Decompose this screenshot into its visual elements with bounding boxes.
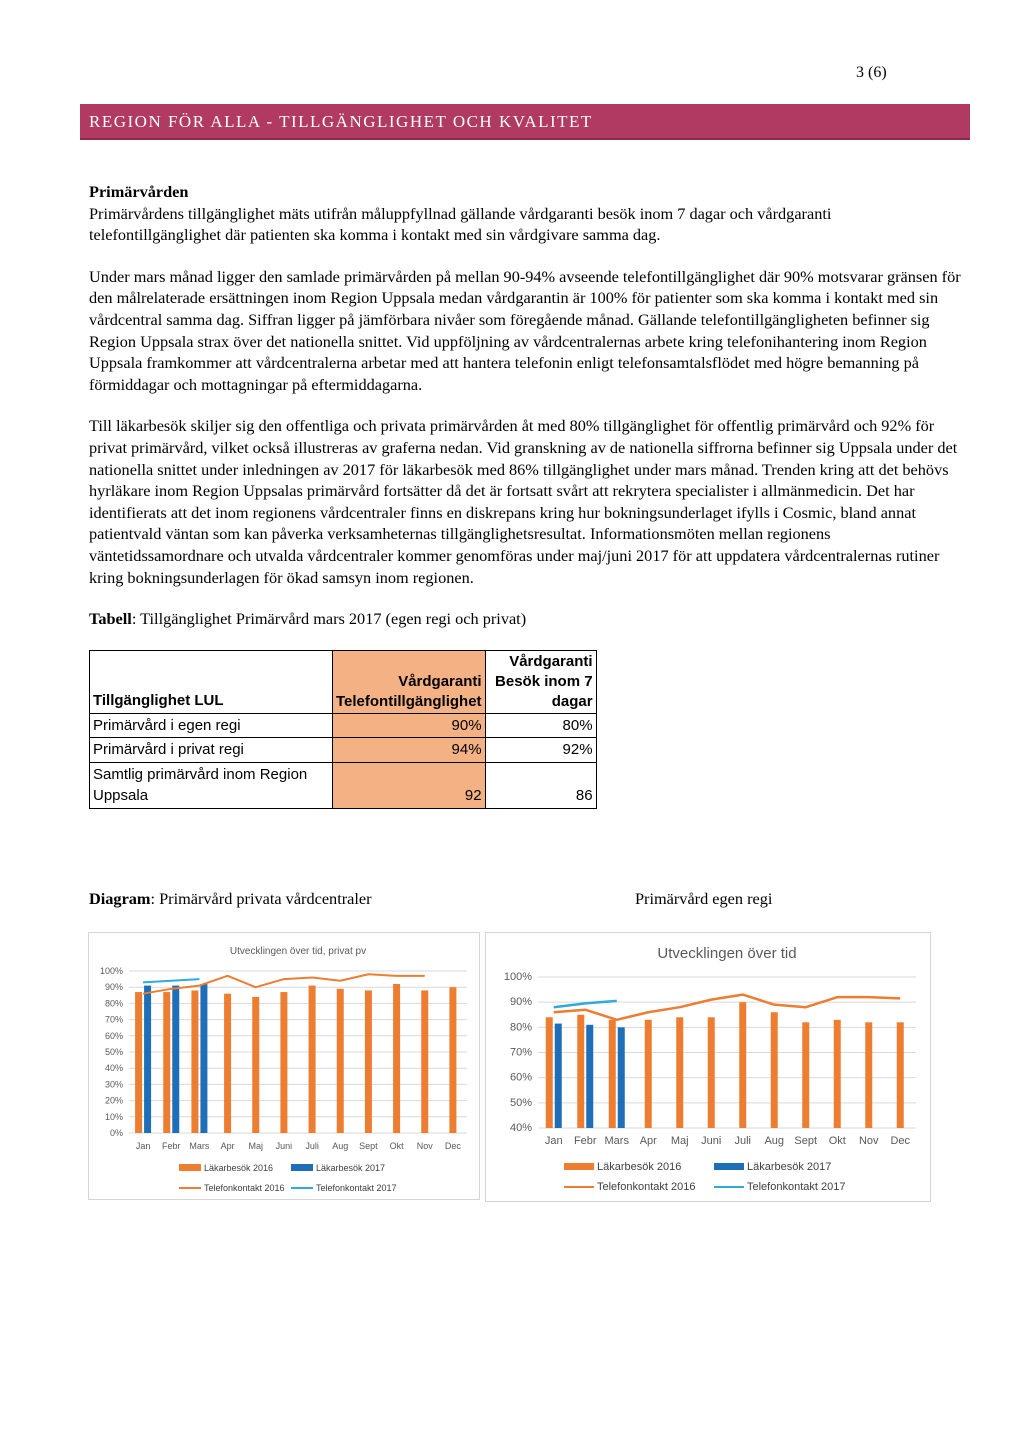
- row-tel-value: 92: [333, 762, 486, 808]
- y-tick-label: 70%: [104, 1014, 123, 1025]
- bar-lakarbesok-2016: [252, 997, 259, 1133]
- diagram-caption-text: : Primärvård privata vårdcentraler: [150, 889, 372, 908]
- legend-swatch: [714, 1163, 744, 1170]
- bar-lakarbesok-2016: [865, 1022, 872, 1128]
- table-caption-text: : Tillgänglighet Primärvård mars 2017 (egen regi och privat): [131, 609, 527, 629]
- y-tick-label: 10%: [104, 1111, 123, 1122]
- y-tick-label: 30%: [104, 1079, 123, 1090]
- section-banner: REGION FÖR ALLA - TILLGÄNGLIGHET OCH KVALITET: [80, 104, 970, 140]
- y-tick-label: 90%: [509, 996, 532, 1009]
- bar-lakarbesok-2016: [739, 1002, 746, 1128]
- x-tick-label: Nov: [416, 1141, 433, 1151]
- y-tick-label: 60%: [509, 1071, 532, 1084]
- section-heading: Primärvården: [89, 182, 189, 201]
- bar-lakarbesok-2016: [645, 1020, 652, 1128]
- legend-swatch: [291, 1164, 313, 1171]
- y-tick-label: 70%: [509, 1046, 532, 1059]
- y-tick-label: 60%: [104, 1030, 123, 1041]
- header-cell-telephone: Vårdgaranti Telefontillgänglighet: [333, 650, 486, 713]
- bar-lakarbesok-2016: [577, 1015, 584, 1128]
- bar-lakarbesok-2016: [708, 1017, 715, 1128]
- line-telefonkontakt-2016: [143, 974, 425, 993]
- y-tick-label: 40%: [104, 1063, 123, 1074]
- bar-lakarbesok-2017: [172, 986, 179, 1133]
- table-header-row: [90, 650, 597, 713]
- x-tick-label: Aug: [332, 1141, 349, 1151]
- row-visit-value: 86: [485, 762, 596, 808]
- header-cell-visit: Vårdgaranti Besök inom 7 dagar: [485, 650, 596, 713]
- row-visit-value: 80%: [485, 713, 596, 738]
- x-tick-label: Nov: [858, 1135, 879, 1147]
- x-tick-label: Febr: [161, 1141, 181, 1151]
- x-tick-label: Juli: [305, 1141, 319, 1151]
- x-tick-label: Dec: [890, 1135, 911, 1147]
- legend-label: Telefonkontakt 2017: [316, 1183, 397, 1193]
- x-tick-label: Jan: [135, 1141, 151, 1151]
- chart-own-svg: [486, 933, 930, 1201]
- bar-lakarbesok-2016: [771, 1012, 778, 1128]
- bar-lakarbesok-2017: [586, 1025, 593, 1128]
- legend-label: Läkarbesök 2017: [316, 1163, 386, 1173]
- table-caption: [89, 608, 961, 630]
- bar-lakarbesok-2016: [546, 1017, 553, 1128]
- bar-lakarbesok-2017: [555, 1024, 562, 1128]
- line-telefonkontakt-2016: [554, 995, 901, 1020]
- page-number: 3 (6): [856, 64, 887, 81]
- chart-own: [485, 932, 931, 1202]
- chart-title: Utvecklingen över tid, privat pv: [229, 946, 367, 957]
- x-tick-label: Febr: [573, 1135, 597, 1147]
- diagram-caption-left: [89, 889, 372, 908]
- table-row: [90, 738, 597, 763]
- bar-lakarbesok-2016: [191, 990, 198, 1133]
- y-tick-label: 50%: [509, 1096, 532, 1109]
- legend-label: Läkarbesök 2017: [747, 1161, 832, 1173]
- y-tick-label: 40%: [509, 1122, 532, 1134]
- x-tick-label: Mars: [604, 1135, 629, 1147]
- x-tick-label: Maj: [248, 1141, 264, 1151]
- x-tick-label: Apr: [220, 1141, 235, 1151]
- bar-lakarbesok-2016: [224, 994, 231, 1133]
- chart-title: Utvecklingen över tid: [657, 945, 797, 962]
- bar-lakarbesok-2017: [200, 984, 207, 1133]
- bar-lakarbesok-2017: [618, 1027, 625, 1128]
- chart-private: [88, 932, 480, 1200]
- paragraph-3: Till läkarbesök skiljer sig den offentliga och privata primärvården åt med 80% tillgänglighet för offentlig primärvård och 92% för privat primärvård, vilket också illustreras av graferna nedan. Vid granskning av de nationella siffrorna befinner sig Uppsala under det nationella snittet under inledningen av 2017 för läkarbesök med 86% tillgänglighet under mars månad. Trenden kring att det behövs hyrläkare inom Region Uppsalas primärvård fortsätter då det är fortsatt svårt att rekrytera specialister i allmänmedicin. Det har identifierats att det inom regionens vårdcentraler finns en diskrepans kring hur bokningsunderlaget ifylls i Cosmic, bland annat patientvald väntan som kan påverka verksamheternas tillgänglighetsresultat. Informationsmöten mellan regionens väntetidssamordnare och utvalda vårdcentraler kommer genomföras under maj/juni 2017 för att uppdatera vårdcentralernas rutiner kring bokningsunderlagen för ökad samsyn inom regionen.: [89, 416, 958, 587]
- bar-lakarbesok-2016: [676, 1017, 683, 1128]
- legend-swatch: [179, 1164, 201, 1171]
- legend-swatch: [564, 1163, 594, 1170]
- bar-lakarbesok-2016: [897, 1022, 904, 1128]
- bar-lakarbesok-2016: [834, 1020, 841, 1128]
- bar-lakarbesok-2016: [135, 992, 142, 1133]
- document-body: [89, 181, 961, 809]
- row-tel-value: 90%: [333, 713, 486, 738]
- bar-lakarbesok-2016: [421, 990, 428, 1133]
- x-tick-label: Sept: [359, 1141, 378, 1151]
- row-tel-value: 94%: [333, 738, 486, 763]
- chart-private-svg: [89, 933, 479, 1199]
- table-row: [90, 762, 597, 808]
- row-label: Samtlig primärvård inom Region Uppsala: [90, 762, 333, 808]
- x-tick-label: Aug: [764, 1135, 785, 1147]
- row-label: Primärvård i privat regi: [90, 738, 333, 763]
- x-tick-label: Juni: [275, 1141, 293, 1151]
- diagram-caption-right: Primärvård egen regi: [635, 889, 773, 908]
- x-tick-label: Maj: [670, 1135, 689, 1147]
- bar-lakarbesok-2016: [393, 984, 400, 1133]
- bar-lakarbesok-2017: [144, 986, 151, 1133]
- table-caption-label: Tabell: [89, 609, 132, 629]
- availability-table: [89, 650, 597, 809]
- bar-lakarbesok-2016: [337, 989, 344, 1133]
- y-tick-label: 80%: [509, 1021, 532, 1034]
- y-tick-label: 100%: [99, 966, 123, 976]
- bar-lakarbesok-2016: [609, 1020, 616, 1128]
- x-tick-label: Juni: [701, 1135, 722, 1147]
- line-telefonkontakt-2017: [143, 979, 199, 982]
- paragraph-1: Primärvårdens tillgänglighet mäts utifrån måluppfyllnad gällande vårdgaranti besök inom 7 dagar och vårdgaranti telefontillgänglighet där patienten ska komma i kontakt med sin vårdgivare samma dag.: [89, 203, 832, 245]
- bar-lakarbesok-2016: [449, 987, 456, 1133]
- row-visit-value: 92%: [485, 738, 596, 763]
- legend-label: Telefonkontakt 2016: [597, 1181, 696, 1193]
- diagram-caption-label: Diagram: [89, 889, 151, 908]
- row-label: Primärvård i egen regi: [90, 713, 333, 738]
- x-tick-label: Dec: [444, 1141, 461, 1151]
- table-row: [90, 713, 597, 738]
- x-tick-label: Sept: [794, 1135, 818, 1147]
- y-tick-label: 20%: [104, 1095, 123, 1106]
- diagram-captions: [89, 889, 961, 909]
- x-tick-label: Juli: [734, 1135, 752, 1147]
- y-tick-label: 50%: [104, 1047, 123, 1057]
- x-tick-label: Okt: [828, 1135, 846, 1147]
- legend-label: Läkarbesök 2016: [204, 1163, 274, 1173]
- bar-lakarbesok-2016: [280, 992, 287, 1133]
- y-tick-label: 80%: [104, 998, 123, 1009]
- bar-lakarbesok-2016: [309, 986, 316, 1133]
- legend-label: Läkarbesök 2016: [597, 1161, 682, 1173]
- header-cell-lul: Tillgänglighet LUL: [90, 650, 333, 713]
- x-tick-label: Mars: [189, 1141, 210, 1151]
- bar-lakarbesok-2016: [365, 990, 372, 1133]
- x-tick-label: Jan: [544, 1135, 563, 1147]
- y-tick-label: 90%: [104, 982, 123, 993]
- bar-lakarbesok-2016: [163, 992, 170, 1133]
- paragraph-2: Under mars månad ligger den samlade primärvården på mellan 90-94% avseende telefontillgänglighet där 90% motsvarar gränsen för den målrelaterade ersättningen inom Region Uppsala medan vårdgarantin är 100% för patienter som ska komma i kontakt med sin vårdcentral samma dag. Siffran ligger på jämförbara nivåer som föregående månad. Gällande telefontillgängligheten befinner sig Region Uppsala strax över det nationella snittet. Vid uppföljning av vårdcentralernas arbete kring telefonihantering inom Region Uppsala framkommer att vårdcentralerna arbetar med att hantera telefonin enligt telefonsamtalsflödet med högre bemanning på förmiddagar och mottagningar på eftermiddagarna.: [89, 266, 961, 394]
- x-tick-label: Okt: [389, 1141, 404, 1151]
- legend-label: Telefonkontakt 2017: [747, 1181, 846, 1193]
- legend-label: Telefonkontakt 2016: [204, 1183, 285, 1193]
- bar-lakarbesok-2016: [802, 1022, 809, 1128]
- y-tick-label: 100%: [503, 971, 532, 983]
- x-tick-label: Apr: [639, 1135, 657, 1147]
- y-tick-label: 0%: [109, 1128, 123, 1138]
